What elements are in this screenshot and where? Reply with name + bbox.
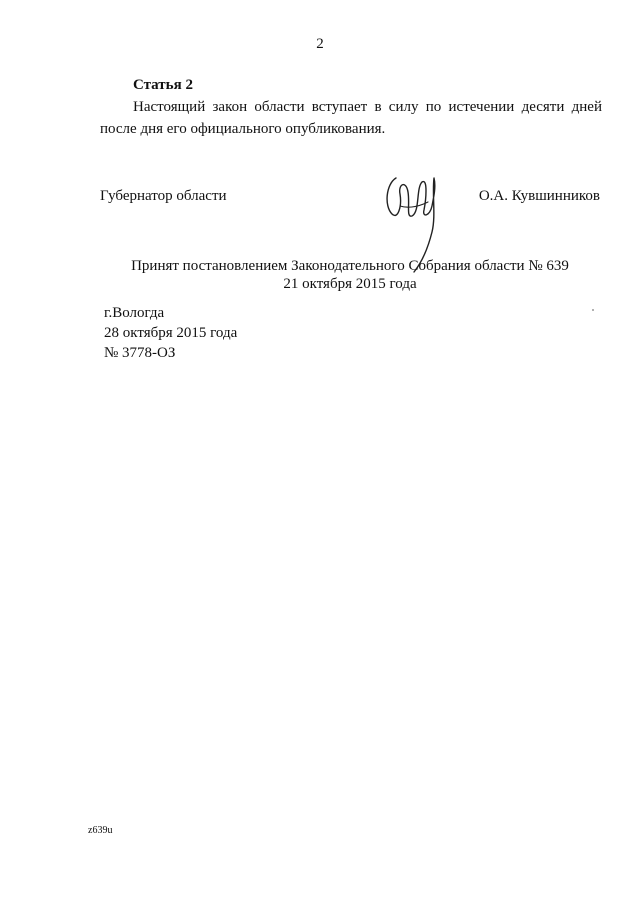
law-number: № 3778-ОЗ [104, 345, 176, 361]
place-date-block [104, 303, 237, 363]
adoption-note [0, 257, 640, 293]
footer-code: z639u [88, 825, 113, 836]
page-number: 2 [316, 36, 324, 52]
governor-title: Губернатор области [100, 188, 227, 204]
adoption-line-2: 21 октября 2015 года [283, 276, 417, 292]
article-heading: Статья 2 [133, 77, 193, 93]
adoption-line-1: Принят постановлением Законодательного Собрания области № 639 [131, 258, 569, 274]
scan-speck [592, 309, 594, 311]
law-date: 28 октября 2015 года [104, 325, 238, 341]
article-text: Настоящий закон области вступает в силу по истечении десяти дней после дня его официального опубликования. [100, 99, 602, 137]
city: г.Вологда [104, 305, 165, 321]
governor-name: О.А. Кувшинников [478, 188, 600, 204]
